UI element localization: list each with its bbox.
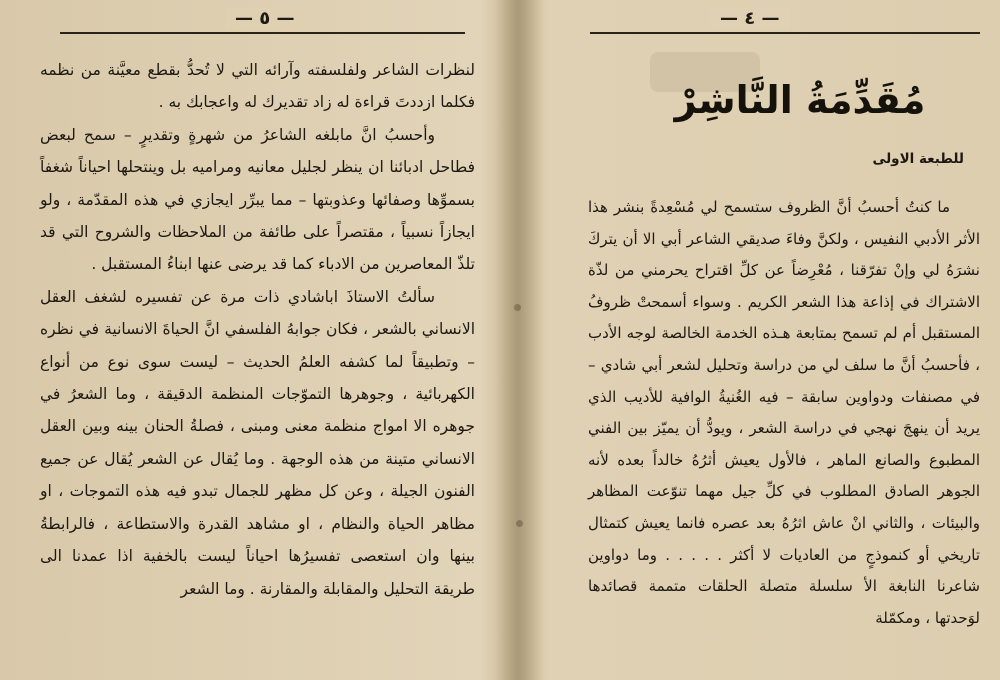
paragraph: وأحسبُ انَّ مابلغه الشاعرُ من شهرةٍ وتقديرٍ – سمح لبعض فطاحل ادبائنا ان ينظر لجليل معانيه ومراميه بل وينتحلها احياناً شغفاً بسموِّها وصفائها وعذوبتها – مما يبرِّر ايجازي في هذه المقدّمة ، ولو ايجازاً نسبياً ، مقتصراً على طائفة من الملاحظات والشروح التي قد تلذّ المعاصرين من الادباء كما قد يرضى عنها ابناءُ المستقبل . [40,125,475,274]
right-page [540,0,1000,680]
paragraph: ما كنتُ أحسبُ أنَّ الظروف ستسمح لي مُسْعِدةً بنشر هذا الأثر الأدبي النفيس ، ولكنَّ وفاءَ صديقي الشاعر أبي الا أن يتركَ نشرَهُ لي وإنْ تفرّقنا ، مُعْرِضاً عن كلِّ اقتراح يحرمني من لذّة الاشتراك في إذاعة هذا الشعر الكريم . وسواء أسمحتْ ظروفُ المستقبل أم لم تسمح بمتابعة هـذه الخدمة الخالصة لوجه الأدب ، فأحسبُ أنَّ ما سلف لي من دراسة وتحليل لشعر أبي شادي – في مصنفات ودواوين سابقة – فيه الغُنيةُ الوافية للأديب الذي يريد أن ينهجَ نهجي في دراسة الشعر ، ويودُّ أن يميّز بين الفني المطبوع والصانع الماهر ، فالأول يعيش أثرُهُ خالداً بعده لأنه الجوهر الصادق المطلوب في كلِّ جيل مهما تنوّعت المظاهر والبيئات ، والثاني انْ عاش اثرُهُ بعد عصره فانما يعيش كتمثال تاريخي أو كنموذجٍ من العاديات لا أكثر . . . . . وما دواوين شاعرنا النابغة الأ سلسلة متصلة الحلقات متممة قصائدها لوَحدتها ، ومكمّلة [588,198,980,627]
paragraph: سألتُ الاستاذَ اباشادي ذات مرة عن تفسيره لشغف العقل الانساني بالشعر ، فكان جوابهُ الفلسفي انَّ الحياةَ الانسانية في نظره – وتطبيقاً لما كشفه العلمُ الحديث – ليست سوى نوع من أنواع الكهربائية ، وجوهرها التموّجات المنظمة الدقيقة ، وما الشعرُ في جوهره الا امواج منظمة معنى ومبنى ، فصلةُ الحنان بينه وبين العقل الانساني متينة من هذه الوجهة . وما يُقال عن الشعر يُقال عن جميع الفنون الجيلة ، وعن كل مظهر للجمال تبدو فيه هذه التموجات ، او مظاهر الحياة والنظام ، او مشاهد القدرة والاستطاعة ، فالرابطةُ بينها وان استعصى تفسيرُها احياناً ليست بالخفية اذا عمدنا الى طريقة التحليل والمقابلة والمقارنة . وما الشعر [40,287,475,598]
header-rule [590,32,980,34]
page-number: — ٥ — [225,8,305,29]
page-subtitle: للطبعة الاولى [872,151,964,167]
left-page-body [40,54,475,605]
right-page-body [588,192,980,634]
binding-hole [516,520,523,527]
page-title: مُقَدِّمَةُ النَّاشِرْ [674,78,926,122]
header-rule [60,32,465,34]
page-number: — ٤ — [710,8,790,29]
binding-hole [514,304,521,311]
paragraph: لنظرات الشاعر ولفلسفته وآرائه التي لا تُحدُّ بقطع معيَّنة من نظمه فكلما ازددتَ قراءة له زاد تقديرك له واعجابك به . [40,61,475,112]
